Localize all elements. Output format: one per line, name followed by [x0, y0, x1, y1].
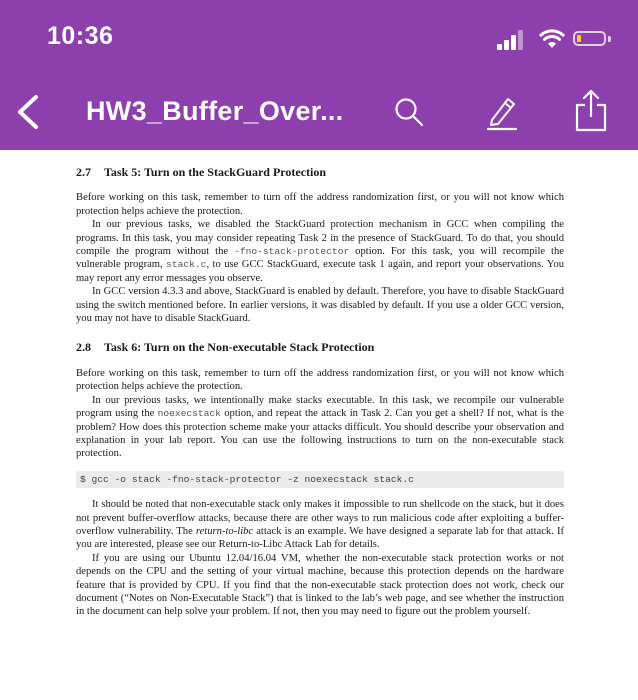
emphasis: return-to-libc [195, 525, 254, 537]
document-page [76, 166, 564, 619]
inline-code: stack.c [166, 259, 207, 271]
paragraph: If you are using our Ubuntu 12.04/16.04 VM, whether the non-executable stack protection works or not depends on the CPU and the setting of your virtual machine, because this protection depends on the hardware feature that is provided by CPU. If you find that the non-executable stack protection does not work, check our document (“Notes on Non-Executable Stack”) that is linked to the lab’s web page, and see whether the instruction in the document can help solve your problem. If not, then you may need to figure out the problem yourself. [76, 552, 564, 618]
battery-cap [608, 36, 611, 42]
battery-icon [573, 31, 606, 46]
section-number: 2.7 [76, 165, 91, 179]
section-title: Task 5: Turn on the StackGuard Protection [104, 165, 327, 179]
paragraph: In our previous tasks, we disabled the StackGuard protection mechanism in GCC when compiling the programs. In this task, you may consider repeating Task 2 in the presence of StackGuard. To do that, you should compile the program without the -fno-stack-protector option. For this task, you will recompile the vulnerable program, stack.c, to use GCC StackGuard, execute task 1 again, and report your observations. You may report any error messages you observe. [76, 219, 564, 284]
battery-level [577, 35, 581, 42]
document-title: HW3_Buffer_Over... [86, 96, 344, 126]
paragraph: Before working on this task, remember to turn off the address randomization first, or you will not know which protection helps achieve the protection. [76, 192, 564, 217]
command-code-block: $ gcc -o stack -fno-stack-protector -z noexecstack stack.c [76, 471, 564, 488]
paragraph: In GCC version 4.3.3 and above, StackGuard is enabled by default. Therefore, you have to disable StackGuard using the switch mentioned before. In earlier versions, it was disabled by default. If you use a older GCC version, you may not have to disable StackGuard. [76, 286, 564, 325]
section-title: Task 6: Turn on the Non-executable Stack Protection [104, 340, 375, 355]
paragraph: Before working on this task, remember to turn off the address randomization first, or you will not know which protection helps achieve the protection. [76, 367, 564, 393]
inline-code: -fno-stack-protector [234, 246, 350, 258]
markup-pen-icon[interactable] [484, 92, 520, 132]
share-icon[interactable] [573, 88, 609, 134]
status-time: 10:36 [47, 22, 114, 50]
cellular-signal-icon [497, 28, 527, 50]
app-header [0, 0, 638, 150]
paragraph: In our previous tasks, we intentionally make stacks executable. In this task, we recompile our vulnerable program using the noexecstack option, and repeat the attack in Task 2. Can you get a shell? If not, what is the problem? How does this protection scheme make your attacks difficult. You should describe your observation and explanation in your lab report. You can use the following instructions to turn on the non-executable stack protection. [76, 394, 564, 460]
inline-code: noexecstack [157, 408, 221, 420]
paragraph: It should be noted that non-executable stack only makes it impossible to run shellcode on the stack, but it does not prevent buffer-overflow attacks, because there are other ways to run malicious code after exploiting a buffer-overflow vulnerability. The return-to-libc attack is an example. We have designed a separate lab for that attack. If you are interested, please see our Return-to-Libc Attack Lab for details. [76, 499, 565, 551]
search-icon[interactable] [393, 96, 425, 128]
section-heading [76, 166, 564, 179]
section-number: 2.8 [76, 340, 91, 355]
section-heading [76, 341, 564, 354]
back-button[interactable] [10, 92, 44, 132]
wifi-icon [539, 28, 565, 50]
